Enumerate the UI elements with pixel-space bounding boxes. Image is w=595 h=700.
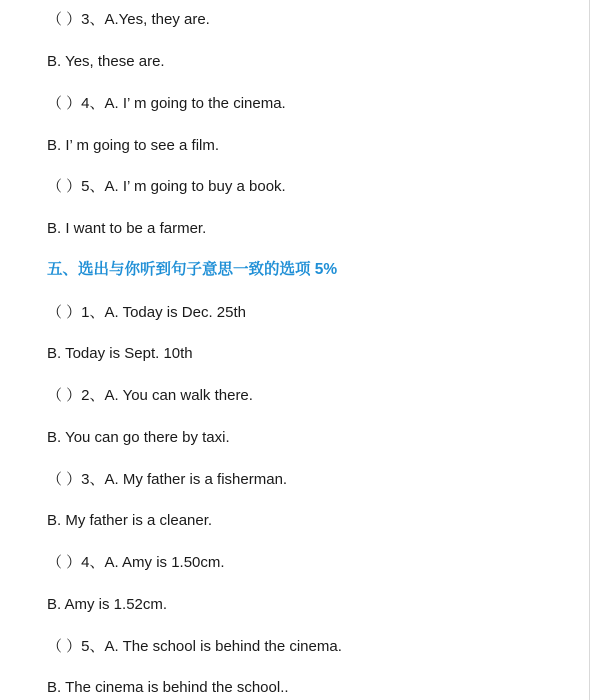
section5-question-2-option-b: B. You can go there by taxi. xyxy=(47,429,230,446)
section5-question-2-option-a: （ ）2、A. You can walk there. xyxy=(47,387,253,404)
section5-question-5-option-b: B. The cinema is behind the school.. xyxy=(47,679,289,696)
section5-question-3-option-a: （ ）3、A. My father is a fisherman. xyxy=(47,471,288,488)
section5-question-4-option-a: （ ）4、A. Amy is 1.50cm. xyxy=(47,554,225,571)
question-4-option-a: （ ）4、A. I’ m going to the cinema. xyxy=(47,95,286,112)
question-4-option-b: B. I’ m going to see a film. xyxy=(47,137,220,154)
question-5-option-a: （ ）5、A. I’ m going to buy a book. xyxy=(47,178,286,195)
question-3-option-b: B. Yes, these are. xyxy=(47,53,165,70)
question-5-option-b: B. I want to be a farmer. xyxy=(47,220,207,237)
section5-question-4-option-b: B. Amy is 1.52cm. xyxy=(47,596,168,613)
section5-question-3-option-b: B. My father is a cleaner. xyxy=(47,512,213,529)
section5-question-5-option-a: （ ）5、A. The school is behind the cinema. xyxy=(47,638,342,655)
section5-question-1-option-b: B. Today is Sept. 10th xyxy=(47,345,193,362)
question-3-option-a: （ ）3、A.Yes, they are. xyxy=(47,11,210,28)
section5-question-1-option-a: （ ）1、A. Today is Dec. 25th xyxy=(47,304,246,321)
section-heading: 五、选出与你听到句子意思一致的选项 5% xyxy=(47,261,338,278)
